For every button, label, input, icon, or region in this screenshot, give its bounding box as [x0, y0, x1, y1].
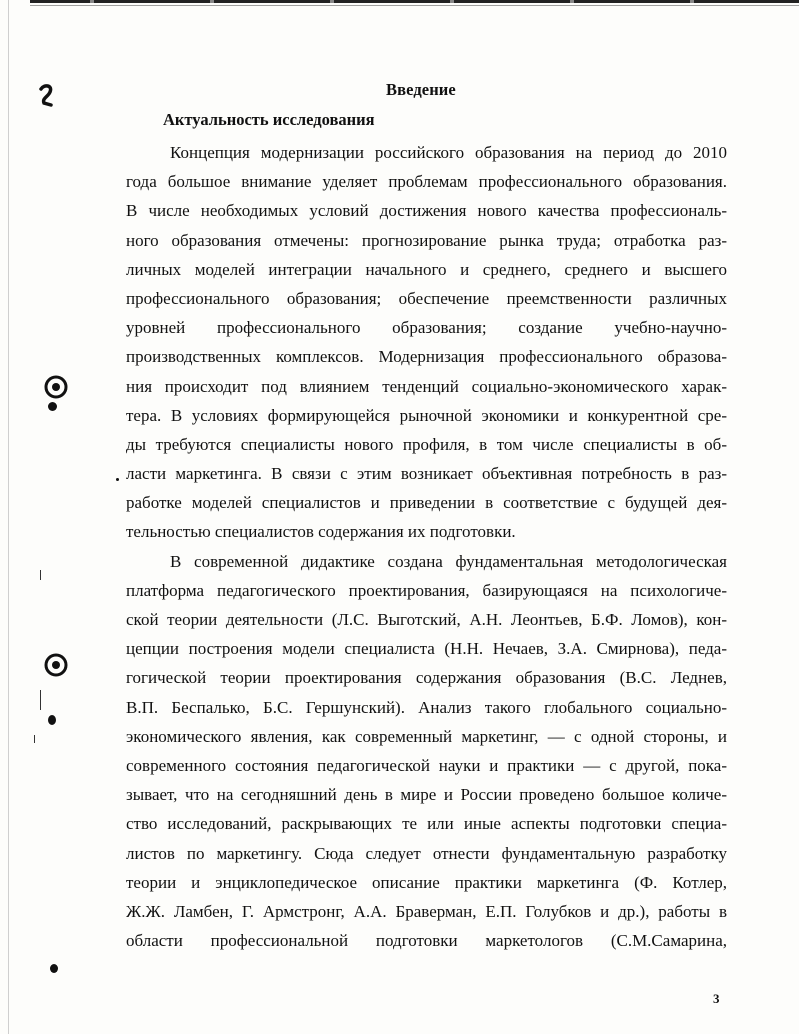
text-line: года большое внимание уделяет проблемам профессионального образования.	[126, 172, 727, 192]
text-line: работке моделей специалистов и приведении в соответствие с будущей дея-	[126, 493, 727, 513]
top-scan-border-secondary	[30, 5, 799, 6]
scan-tick	[40, 570, 41, 580]
text-line: уровней профессионального образования; создание учебно-научно-	[126, 318, 727, 338]
text-line: листов по маркетингу. Сюда следует отнести фундаментальную разработку	[126, 843, 727, 863]
text-line: В современной дидактике создана фундаментальная методологическая	[170, 551, 727, 571]
subsection-heading: Актуальность исследования	[163, 110, 375, 129]
scan-speck	[50, 964, 58, 973]
text-line: ного образования отмечены: прогнозирование рынка труда; отработка раз-	[126, 230, 727, 250]
text-line: ды требуются специалисты нового профиля, в том числе специалисты в об-	[126, 434, 727, 454]
paragraph	[126, 138, 727, 547]
text-line: цепции построения модели специалиста (Н.Н. Нечаев, З.А. Смирнова), педа-	[126, 639, 727, 659]
margin-handwritten-mark	[38, 84, 56, 113]
paragraph	[126, 547, 727, 956]
scan-speck	[48, 402, 57, 411]
scan-tick	[40, 690, 41, 710]
text-line: теории и энциклопедическое описание практики маркетинга (Ф. Котлер,	[126, 872, 727, 892]
text-line: В.П. Беспалько, Б.С. Гершунский). Анализ такого глобального социально-	[126, 697, 727, 717]
text-line: производственных комплексов. Модернизация профессионального образова-	[126, 347, 727, 367]
text-line: платформа педагогического проектирования, базирующаяся на психологиче-	[126, 580, 727, 600]
binder-hole-icon	[43, 374, 69, 405]
text-line: ния происходит под влиянием тенденций социально-экономического харак-	[126, 376, 727, 396]
text-line: личных моделей интеграции начального и среднего, среднего и высшего	[126, 259, 727, 279]
binder-hole-icon	[43, 652, 69, 683]
text-line: зывает, что на сегодняшний день в мире и России проведено большое количе-	[126, 785, 727, 805]
text-line: В числе необходимых условий достижения нового качества профессиональ-	[126, 201, 727, 221]
text-line: экономического явления, как современный маркетинг, — с одной стороны, и	[126, 726, 727, 746]
scan-speck	[48, 715, 56, 725]
text-line: ласти маркетинга. В связи с этим возникает объективная потребность в раз-	[126, 464, 727, 484]
text-line: современного состояния педагогической науки и практики — с другой, пока-	[126, 755, 727, 775]
text-line: гогической теории проектирования содержания образования (В.С. Леднев,	[126, 668, 727, 688]
top-scan-border	[30, 0, 799, 3]
text-line: ство исследований, раскрывающих те или иные аспекты подготовки специа-	[126, 814, 727, 834]
text-line: профессионального образования; обеспечение преемственности различных	[126, 288, 727, 308]
left-scan-border	[8, 0, 9, 1034]
scan-speck	[116, 478, 119, 481]
text-line: ской теории деятельности (Л.С. Выготский, А.Н. Леонтьев, Б.Ф. Ломов), кон-	[126, 610, 727, 629]
text-line: Ж.Ж. Ламбен, Г. Армстронг, А.А. Браверман, Е.П. Голубков и др.), работы в	[126, 901, 727, 921]
text-line: тельностью специалистов содержания их подготовки.	[126, 522, 516, 542]
text-line: тера. В условиях формирующейся рыночной экономики и конкурентной сре-	[126, 405, 727, 425]
section-heading: Введение	[386, 80, 456, 99]
text-line: Концепция модернизации российского образования на период до 2010	[170, 143, 727, 162]
scan-tick	[34, 735, 35, 743]
body-text	[126, 138, 727, 955]
page-number: 3	[713, 991, 720, 1006]
text-line: области профессиональной подготовки маркетологов (С.М.Самарина,	[126, 931, 727, 951]
